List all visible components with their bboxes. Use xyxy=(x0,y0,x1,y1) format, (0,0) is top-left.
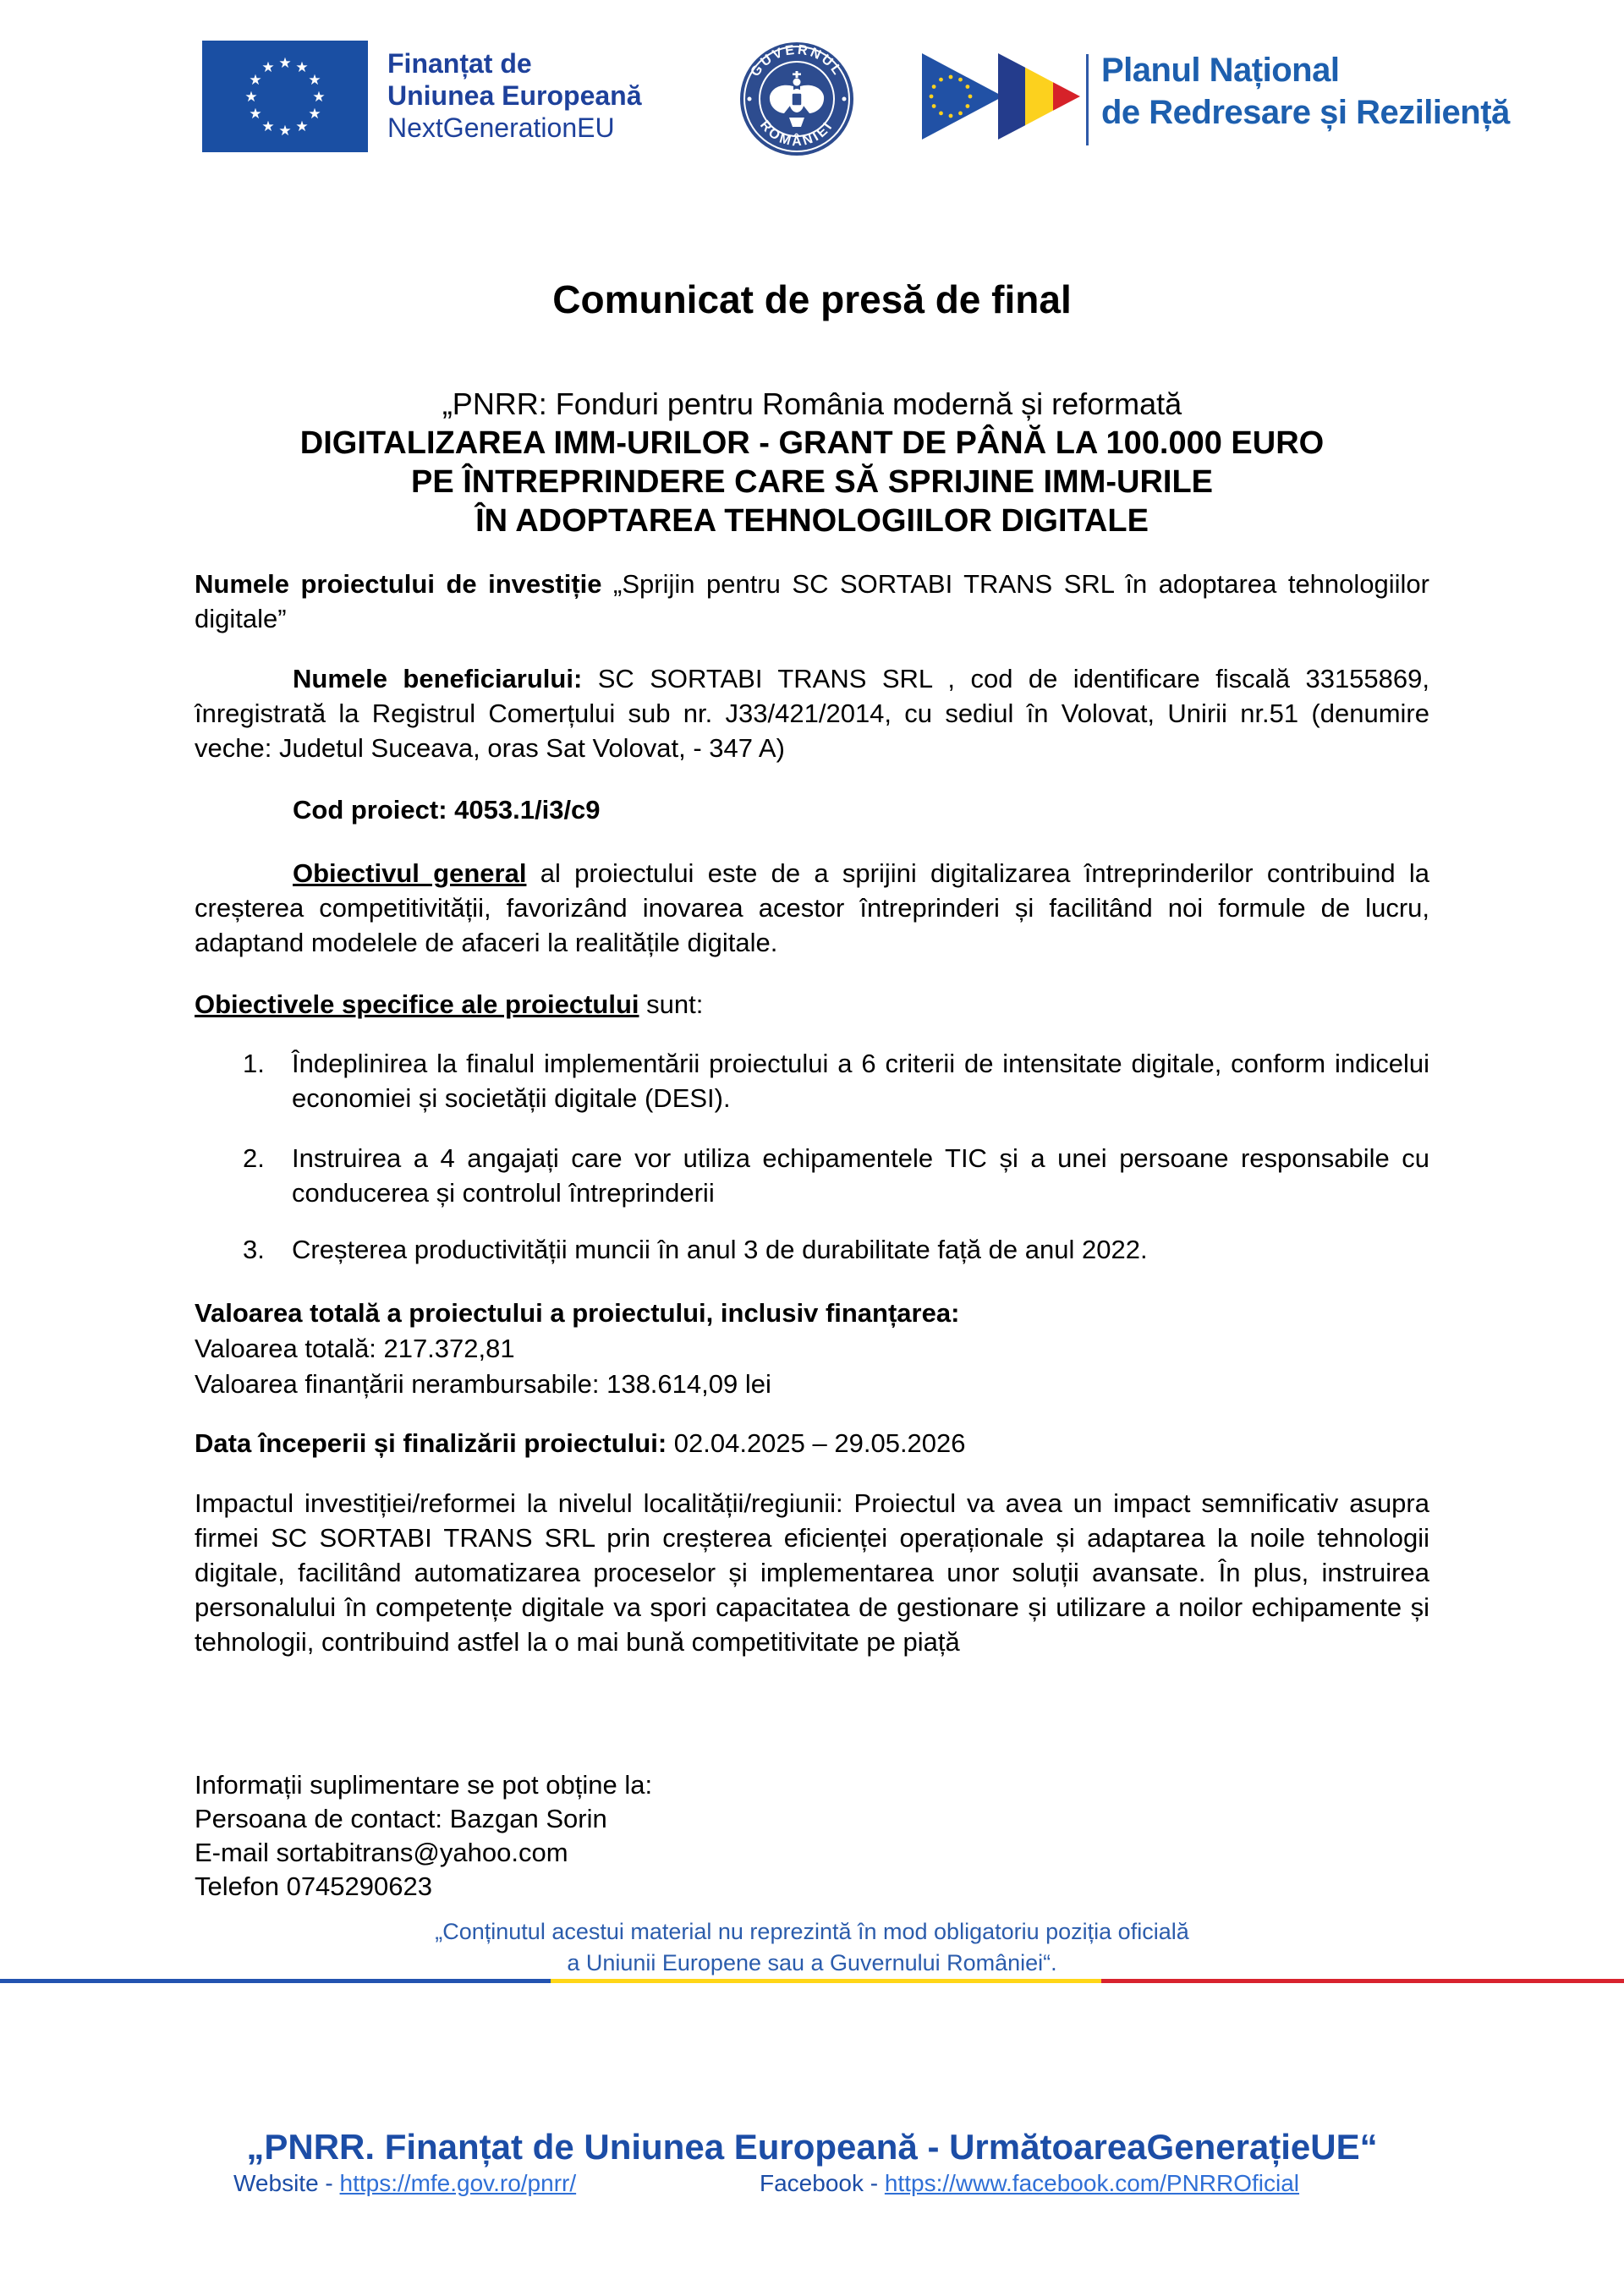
website-link[interactable]: https://mfe.gov.ro/pnrr/ xyxy=(339,2170,577,2196)
seal-bottom-text: ROMÂNIEI xyxy=(756,118,837,150)
beneficiary-paragraph xyxy=(195,661,1429,765)
svg-text:★: ★ xyxy=(261,118,275,135)
objective-number: 2. xyxy=(243,1143,265,1173)
email-line: E-mail sortabitrans@yahoo.com xyxy=(195,1838,568,1867)
eu-funded-text xyxy=(387,47,642,144)
facebook-label: Facebook - xyxy=(760,2170,885,2196)
total-value-line: Valoarea totală: 217.372,81 xyxy=(195,1334,515,1363)
general-objective-text: al proiectului este de a sprijini digitalizarea întreprinderilor contribuind la creșterea competitivității, favorizând inovarea acestor întreprinderi și facilitând noi formule de lucru, adaptand modelele de afaceri la realitățile digitale. xyxy=(195,858,1429,957)
contact-person-line: Persoana de contact: Bazgan Sorin xyxy=(195,1804,607,1833)
objective-number: 1. xyxy=(243,1049,265,1078)
info-line: Informații suplimentare se pot obține la: xyxy=(195,1770,653,1800)
facebook-link[interactable]: https://www.facebook.com/PNRROficial xyxy=(884,2170,1300,2196)
values-block xyxy=(195,1296,1429,1402)
subtitle-line1: „PNRR: Fonduri pentru România modernă și reformată xyxy=(442,386,1182,421)
project-name-label: Numele proiectului de investiție xyxy=(195,569,602,599)
objective-text: Îndeplinirea la finalul implementării proiectului a 6 criterii de intensitate digitale, conform indicelui economiei și societății digitale (DESI). xyxy=(292,1049,1429,1113)
page-title: Comunicat de presă de final xyxy=(552,277,1072,321)
pnrr-logo-icon xyxy=(922,53,1089,145)
svg-text:★: ★ xyxy=(244,89,258,106)
impact-paragraph: Impactul investiției/reformei la nivelul localității/regiunii: Proiectul va avea un impact semnificativ asupra firmei SC SORTABI TRANS SRL prin creșterea eficienței operaționale și adaptarea la noile tehnologii digitale, facilitând automatizarea proceselor și implementarea unor soluții avansate. În plus, instruirea personalului în competențe digitale va spori capacitatea de gestionare și utilizare a noilor echipamente și tehnologii, contribuind astfel la o mai bună competitivitate pe piață xyxy=(195,1488,1429,1657)
grant-value-line: Valoarea finanțării nerambursabile: 138.614,09 lei xyxy=(195,1369,771,1399)
footer-links-row xyxy=(0,2170,1624,2206)
dates-line xyxy=(195,1426,1429,1460)
project-code-line: Cod proiect: 4053.1/i3/c9 xyxy=(293,795,601,825)
objective-text: Instruirea a 4 angajați care vor utiliza echipamentele TIC și a unei persoane responsabile cu conducerea și controlul întreprinderii xyxy=(292,1143,1429,1208)
subtitle-line3: PE ÎNTREPRINDERE CARE SĂ SPRIJINE IMM-URILE xyxy=(411,464,1213,500)
subtitle-line2: DIGITALIZAREA IMM-URILOR - GRANT DE PÂNĂ LA 100.000 EURO xyxy=(299,425,1325,461)
contact-block xyxy=(195,1768,1429,1904)
eu-funded-line2: Uniunea Europeană xyxy=(387,80,642,111)
general-objective-label: Obiectivul general xyxy=(293,858,527,888)
website-label: Website - xyxy=(233,2170,340,2196)
svg-text:★: ★ xyxy=(308,72,321,89)
tricolor-yellow-segment xyxy=(551,1979,1101,1983)
tricolor-red-segment xyxy=(1101,1979,1624,1983)
objective-text: Creșterea productivității muncii în anul 3 de durabilitate față de anul 2022. xyxy=(292,1235,1148,1264)
dates-label: Data începerii și finalizării proiectului: xyxy=(195,1428,667,1458)
eu-flag-icon xyxy=(202,41,368,152)
beneficiary-text: SC SORTABI TRANS SRL , cod de identificare fiscală 33155869, înregistrată la Registrul Comerțului sub nr. J33/421/2014, cu sediul în Volovat, Unirii nr.51 (denumire veche: Judetul Suceava, oras Sat Volovat, - 347 A) xyxy=(195,664,1430,763)
footer-pnrr-title: „PNRR. Finanțat de Uniunea Europeană - UrmătoareaGenerațieUE“ xyxy=(246,2127,1378,2167)
eu-funded-line3: NextGenerationEU xyxy=(387,112,615,143)
seal-top-text: GUVERNUL xyxy=(748,42,846,79)
svg-text:★: ★ xyxy=(295,59,309,76)
romanian-tricolor-rule xyxy=(0,1979,1624,1983)
specific-objectives-label: Obiectivele specifice ale proiectului xyxy=(195,989,639,1019)
project-name-paragraph xyxy=(195,567,1429,636)
objective-item-2 xyxy=(243,1141,1429,1210)
phone-line: Telefon 0745290623 xyxy=(195,1871,432,1901)
disclaimer-line1: „Conținutul acestui material nu reprezintă în mod obligatoriu poziția oficială xyxy=(435,1919,1189,1944)
project-name-text: „Sprijin pentru SC SORTABI TRANS SRL în adoptarea tehnologiilor digitale” xyxy=(195,569,1429,633)
specific-objectives-heading xyxy=(195,987,1429,1022)
objective-number: 3. xyxy=(243,1235,265,1264)
dates-text: 02.04.2025 – 29.05.2026 xyxy=(667,1428,966,1458)
eu-funded-line1: Finanțat de xyxy=(387,48,532,79)
beneficiary-label: Numele beneficiarului: xyxy=(293,664,583,693)
disclaimer-line2: a Uniunii Europene sau a Guvernului României“. xyxy=(567,1950,1057,1975)
pnrr-line1: Planul Național xyxy=(1101,52,1340,89)
pnrr-line2: de Redresare și Reziliență xyxy=(1101,94,1510,131)
facebook-link-group xyxy=(760,2170,1299,2197)
general-objective-paragraph xyxy=(195,856,1429,960)
svg-text:★: ★ xyxy=(295,118,309,135)
svg-text:★: ★ xyxy=(308,106,321,123)
svg-text:★: ★ xyxy=(278,123,292,140)
total-value-heading: Valoarea totală a proiectului a proiectului, inclusiv finanțarea: xyxy=(195,1298,960,1328)
svg-text:★: ★ xyxy=(261,59,275,76)
subtitle-block xyxy=(0,385,1624,540)
guvernul-romaniei-seal xyxy=(740,42,853,156)
objective-item-1 xyxy=(243,1046,1429,1115)
svg-text:★: ★ xyxy=(249,72,262,89)
tricolor-blue-segment xyxy=(0,1979,551,1983)
pnrr-logo-text xyxy=(1101,49,1510,134)
svg-text:★: ★ xyxy=(249,106,262,123)
website-link-group xyxy=(233,2170,576,2197)
disclaimer-note xyxy=(0,1916,1624,1979)
svg-text:★: ★ xyxy=(278,55,292,72)
subtitle-line4: ÎN ADOPTAREA TEHNOLOGIILOR DIGITALE xyxy=(475,503,1149,539)
specific-objectives-suffix: sunt: xyxy=(639,989,704,1019)
svg-text:★: ★ xyxy=(312,89,326,106)
objective-item-3 xyxy=(243,1232,1429,1267)
